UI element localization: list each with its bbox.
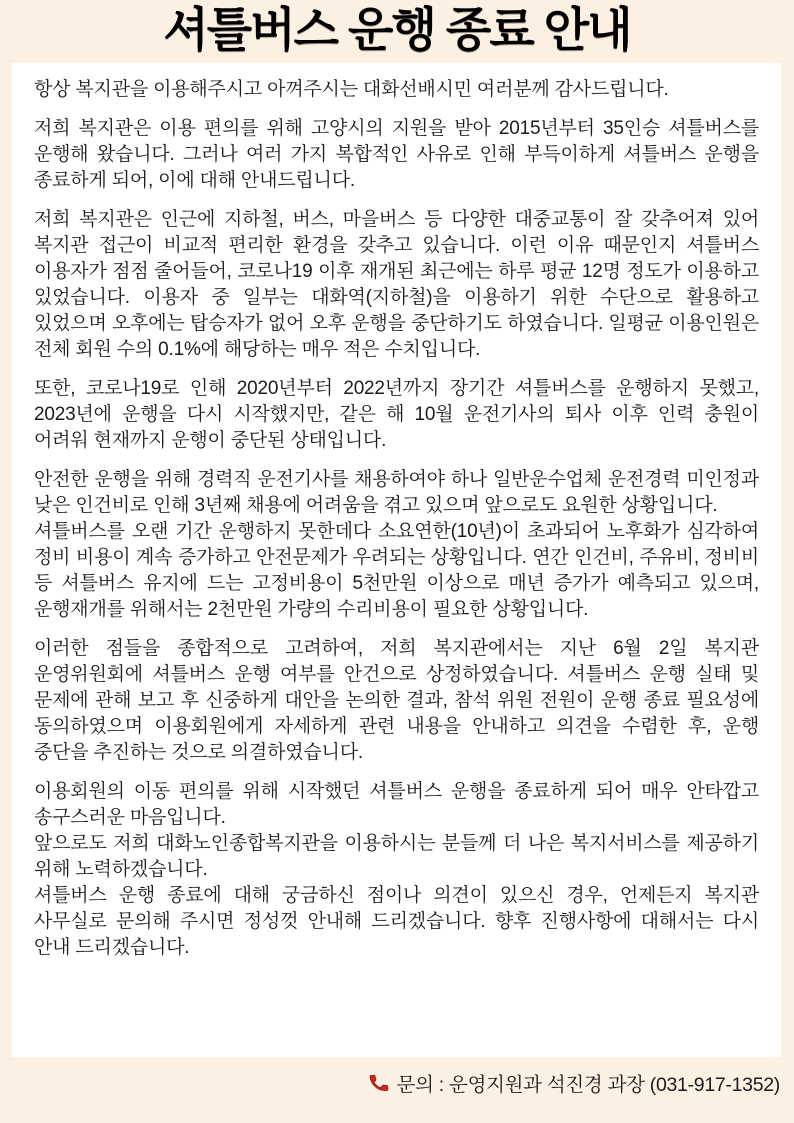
paragraph <box>34 207 759 363</box>
paragraph-line: 또한, 코로나19로 인해 2020년부터 2022년까지 장기간 셔틀버스를 운행하지 못했고, 2023년에 운행을 다시 시작했지만, 같은 해 10월 운전기사의 퇴사 이후 인력 충원이 어려워 현재까지 운행이 중단된 상태입니다. <box>34 378 759 451</box>
paragraph-line: 셔틀버스를 오랜 기간 운행하지 못한데다 소요연한(10년)이 초과되어 노후화가 심각하여 정비 비용이 계속 증가하고 안전문제가 우려되는 상황입니다. 연간 인건비, 주유비, 정비비 등 셔틀버스 유지에 드는 고정비용이 5천만원 이상으로 매년 증가가 예측되고 있으며, 운행재개를 위해서는 2천만원 가량의 수리비용이 필요한 상황입니다. <box>34 521 759 620</box>
paragraph-line: 저희 복지관은 인근에 지하철, 버스, 마을버스 등 다양한 대중교통이 잘 갖추어져 있어 복지관 접근이 비교적 편리한 환경을 갖추고 있습니다. 이런 이유 때문인지 셔틀버스 이용자가 점점 줄어들어, 코로나19 이후 재개된 최근에는 하루 평균 12명 정도가 이용하고 있었습니다. 이용자 중 일부는 대화역(지하철)을 이용하기 위한 수단으로 활용하고 있었으며 오후에는 탑승자가 없어 오후 운행을 중단하기도 하였습니다. 일평균 이용인원은 전체 회원 수의 0.1%에 해당하는 매우 적은 수치입니다. <box>34 209 759 360</box>
paragraph <box>34 779 759 961</box>
paragraph-line: 셔틀버스 운행 종료에 대해 궁금하신 점이나 의견이 있으신 경우, 언제든지 복지관 사무실로 문의해 주시면 정성껏 안내해 드리겠습니다. 향후 진행사항에 대해서는 다시 안내 드리겠습니다. <box>34 885 759 958</box>
paragraph-container <box>34 77 759 961</box>
contact-footer <box>368 1069 780 1097</box>
page-title: 셔틀버스 운행 종료 안내 <box>163 3 631 56</box>
paragraph-line: 안전한 운행을 위해 경력직 운전기사를 채용하여야 하나 일반운수업체 운전경력 미인정과 낮은 인건비로 인해 3년째 채용에 어려움을 겪고 있으며 앞으로도 요원한 상황입니다. <box>34 469 759 516</box>
paragraph <box>34 467 759 623</box>
contact-info: 문의 : 운영지원과 석진경 과장 (031-917-1352) <box>396 1074 780 1096</box>
paragraph <box>34 376 759 454</box>
paragraph <box>34 116 759 194</box>
paragraph-line: 앞으로도 저희 대화노인종합복지관을 이용하시는 분들께 더 나은 복지서비스를 제공하기 위해 노력하겠습니다. <box>34 833 759 880</box>
phone-icon <box>368 1072 390 1094</box>
paragraph <box>34 77 759 103</box>
paragraph-line: 이용회원의 이동 편의를 위해 시작했던 셔틀버스 운행을 종료하게 되어 매우 안타깝고 송구스러운 마음입니다. <box>34 781 759 828</box>
paragraph-line: 항상 복지관을 이용해주시고 아껴주시는 대화선배시민 여러분께 감사드립니다. <box>34 79 669 100</box>
notice-body <box>12 63 781 1057</box>
paragraph-line: 저희 복지관은 이용 편의를 위해 고양시의 지원을 받아 2015년부터 35인승 셔틀버스를 운행해 왔습니다. 그러나 여러 가지 복합적인 사유로 인해 부득이하게 셔틀버스 운행을 종료하게 되어, 이에 대해 안내드립니다. <box>34 118 759 191</box>
paragraph <box>34 636 759 766</box>
paragraph-line: 이러한 점들을 종합적으로 고려하여, 저희 복지관에서는 지난 6월 2일 복지관 운영위원회에 셔틀버스 운행 여부를 안건으로 상정하였습니다. 셔틀버스 운행 실태 및 문제에 관해 보고 후 신중하게 대안을 논의한 결과, 참석 위원 전원이 운행 종료 필요성에 동의하였으며 이용회원에게 자세하게 관련 내용을 안내하고 의견을 수렴한 후, 운행 중단을 추진하는 것으로 의결하였습니다. <box>34 638 759 763</box>
